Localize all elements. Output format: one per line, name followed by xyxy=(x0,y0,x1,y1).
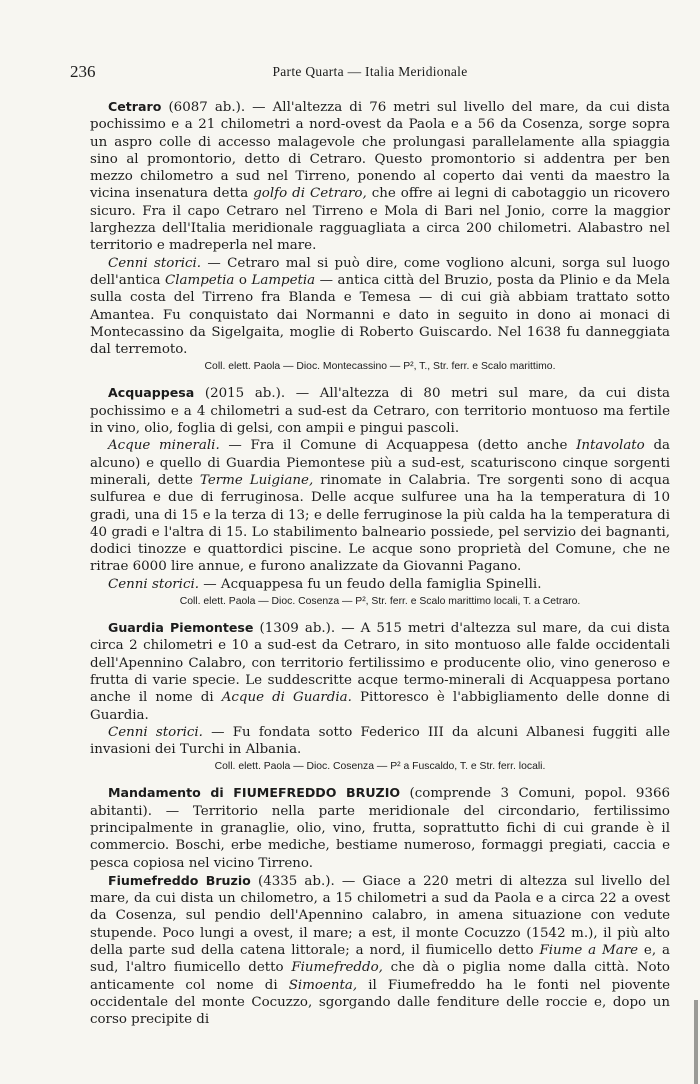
entry-text: da alcuno) e quello di Guardia Piemontese più a sud-est, scaturiscono cinque sorgenti minerali, dette xyxy=(90,438,670,488)
entry-heading: Cetraro xyxy=(108,99,162,114)
scan-edge-mark xyxy=(694,1000,698,1084)
entry-text: il Fiumefreddo ha le fonti nel piovente occidentale del monte Cocuzzo, sgorgando dalle fenditure delle roccie e, dopo un corso precipite di xyxy=(90,977,670,1028)
entry-population: (2015 ab.). — xyxy=(194,386,320,402)
entry-population: (6087 ab.). — xyxy=(161,100,273,115)
entry-text: — Fu fondata sotto Federico III da alcuni Albanesi fuggiti alle invasioni dei Turchi in Albania. xyxy=(90,724,670,758)
entry-text: — antica città del Bruzio, posta da Plinio e da Mela sulla costa del Tirreno fra Blanda e Temesa — di cui già abbiam trattato sotto Amantea. Fu conquistato dai Normanni e dato in seguito in dono ai monaci di Montecassino da Sigelgaita, moglie di Roberto Guiscardo. Nel 1638 fu danneggiata dal terremoto. xyxy=(90,272,670,358)
entry-text: e, a sud, l'altro fiumicello detto xyxy=(90,943,670,976)
entry-italic: Acque di Guardia. xyxy=(221,690,352,706)
entry-italic: Intavolato xyxy=(576,438,645,454)
entry-meta: Coll. elett. Paola — Dioc. Cosenza — P², Str. ferr. e Scalo marittimo locali, T. a Cetraro. xyxy=(179,596,581,608)
entry-text: Giace a 220 metri di altezza sul livello del mare, da cui dista un chilometro, a 15 chilometri a sud da Paola e a circa 22 a ovest da Cosenza, sul pendio dell'Apennino calabro, in amena situazione con vedute stupende. Poco lungi a ovest, il mare; a est, il monte Cocuzzo (1542 m.), il più alto della parte sud della catena littorale; a nord, il fiumicello detto xyxy=(90,873,671,959)
entry-meta: Coll. elett. Paola — Dioc. Cosenza — P² a Fuscaldo, T. e Str. ferr. locali. xyxy=(214,761,546,773)
entry-mandamento-fiumefreddo xyxy=(90,784,670,871)
entry-italic: Fiumefreddo, xyxy=(291,960,383,976)
entry-italic: Lampetia xyxy=(251,272,316,288)
cenni-storici-guardia xyxy=(90,724,670,759)
section-label: Cenni storici. xyxy=(108,255,202,271)
entry-text: che dà o piglia nome dalla città. Noto anticamente col nome di xyxy=(90,960,670,993)
entry-italic: Fiume a Mare xyxy=(539,943,639,959)
entry-fiumefreddo-bruzio xyxy=(90,872,670,1029)
entry-heading: Guardia Piemontese xyxy=(108,620,254,636)
entry-population: (1309 ab.). — xyxy=(253,621,361,637)
section-label: Cenni storici. xyxy=(108,724,203,740)
entry-text: A 515 metri d'altezza sul mare, da cui dista circa 2 chilometri e 10 a sud-est da Cetraro, in sito montuoso alle falde occidentali dell'Apennino Calabro, con territorio fertilissimo e producente olio, vino generoso e frutta di varie specie. Le suddescritte acque termo-minerali di Acquappesa portano anche il nome di xyxy=(90,621,671,706)
section-label: Acque minerali. xyxy=(108,438,220,454)
entry-text: — Cetraro mal si può dire, come vogliono alcuni, sorga sul luogo dell'antica xyxy=(90,255,670,288)
page-body xyxy=(90,98,670,1029)
entry-text: o xyxy=(234,272,252,288)
entry-italic: Clampetia xyxy=(165,272,235,288)
page-number: 236 xyxy=(70,62,96,81)
page-header xyxy=(70,62,670,84)
entry-text: rinomate in Calabria. Tre sorgenti sono di acqua sulfurea e due di ferruginosa. Delle acque sulfuree una ha la temperatura di 10 gradi, una di 15 e la terza di 13; e delle ferruginose la più calda ha la temperatura di 40 gradi e l'altra di 15. Lo stabilimento balneario possiede, pel servizio dei bagnanti, dodici tinozze e quattordici piscine. Le acque sono proprietà del Comune, che ne ritrae 6000 lire annue, e furono analizzate da Giovanni Pagano. xyxy=(90,472,670,575)
entry-italic: Terme Luigiane, xyxy=(199,472,314,488)
entry-heading: FIUMEFREDDO BRUZIO xyxy=(233,785,401,801)
running-title: Parte Quarta — Italia Meridionale xyxy=(272,64,468,79)
entry-italic: Simoenta, xyxy=(288,977,358,993)
entry-text: che offre ai legni di cabotaggio un ricovero sicuro. Fra il capo Cetraro nel Tirreno e Mola di Bari nel Jonio, corre la maggior larghezza dell'Italia meridionale ragguagliata a circa 200 chilometri. Alabastro nel territorio e madreperla nel mare. xyxy=(90,186,670,254)
entry-text: All'altezza di 80 metri sul mare, da cui dista pochissimo e a 4 chilometri a sud-est da Cetraro, con territorio montuoso ma fertile in vino, olio, foglia di gelsi, con ampii e pingui pascoli. xyxy=(90,386,670,437)
section-label: Cenni storici. xyxy=(108,576,199,592)
entry-population: (4335 ab.). — xyxy=(250,873,363,889)
entry-heading: Fiumefreddo Bruzio xyxy=(108,872,251,888)
entry-acquappesa xyxy=(90,384,670,437)
acque-minerali-acquappesa xyxy=(90,437,670,575)
entry-meta: Coll. elett. Paola — Dioc. Montecassino — P², T., Str. ferr. e Scalo marittimo. xyxy=(204,361,556,373)
entry-cetraro xyxy=(90,98,670,255)
entry-guardia-piemontese xyxy=(90,619,670,724)
entry-italic: golfo di Cetraro, xyxy=(253,186,367,202)
cenni-storici-cetraro xyxy=(90,255,670,359)
entry-text: — Acquappesa fu un feudo della famiglia Spinelli. xyxy=(199,576,542,592)
entry-heading: Mandamento di xyxy=(108,785,234,801)
entry-text: Pittoresco è l'abbigliamento delle donne di Guardia. xyxy=(90,690,670,723)
entry-text: — Fra il Comune di Acquappesa (detto anche xyxy=(219,438,577,454)
entry-text: (comprende 3 Comuni, popol. 9366 abitanti). — Territorio nella parte meridionale del circondario, fertilissimo principalmente in granaglie, olio, vino, frutta, soprattutto fichi di cui grande è il commercio. Boschi, erbe mediche, bestiame numeroso, formaggi pregiati, caccia e pesca copiosa nel vicino Tirreno. xyxy=(90,786,671,871)
entry-text: All'altezza di 76 metri sul livello del mare, da cui dista pochissimo e a 21 chilometri a nord-ovest da Paola e a 56 da Cosenza, sorge sopra un aspro colle di accesso malagevole che prolungasi parallelamente alla spiaggia sino al promontorio, detto di Cetraro. Questo promontorio si addentra per ben mezzo chilometro a sud nel Tirreno, ponendo al coperto dai venti da maestro la vicina insenatura detta xyxy=(90,100,670,202)
cenni-storici-acquappesa xyxy=(90,576,670,593)
entry-heading: Acquappesa xyxy=(108,385,195,401)
